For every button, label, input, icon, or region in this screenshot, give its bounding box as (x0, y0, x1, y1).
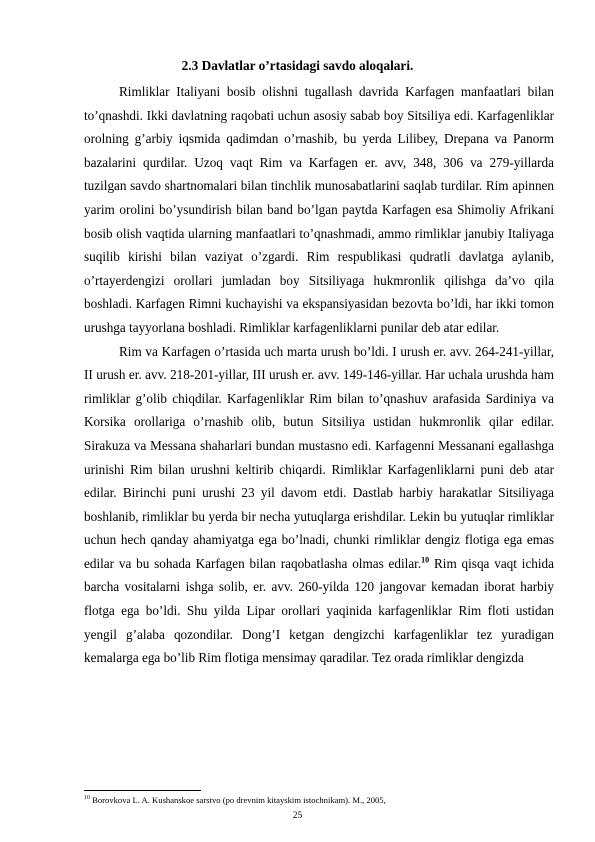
footnote-reference[interactable]: 10 (421, 555, 430, 565)
paragraph-2 (84, 340, 554, 670)
paragraph-2-continuation: Rim qisqa vaqt ichida barcha vositalarni ishga solib, er. avv. 260-yilda 120 jangovar kemadan iborat harbiy flotga ega bo’ldi. Shu yilda Lipar orollari yaqinida karfagenliklar Rim floti ustidan yengil g’alaba qozondilar. Dong’I ketgan dengizchi karfagenliklar tez yuradigan kemalarga ega bo’lib Rim flotiga mensimay qaradilar. Tez orada rimliklar dengizda (84, 555, 554, 666)
paragraph-2-text: Rim va Karfagen o’rtasida uch marta urush bo’ldi. I urush er. avv. 264-241-yillar, II urush er. avv. 218-201-yillar, III urush er. avv. 149-146-yillar. Har uchala urushda ham rimliklar g’olib chiqdilar. Karfagenliklar Rim bilan to’qnashuv arafasida Sardiniya va Korsika orollariga o’rnashib olib, butun Sitsiliya ustidan hukmronlik qilar edilar. Sirakuza va Messana shaharlari bundan mustasno edi. Karfagenni Messanani egallashga urinishi Rim bilan urushni keltirib chiqardi. Rimliklar Karfagenliklarni puni deb atar edilar. Birinchi puni urushi 23 yil davom etdi. Dastlab harbiy harakatlar Sitsiliyaga boshlanib, rimliklar bu yerda bir necha yutuqlarga erishdilar. Lekin bu yutuqlar rimliklar uchun hech qanday ahamiyatga ega bo’lnadi, chunki rimliklar dengiz flotiga ega emas edilar va bu sohada Karfagen bilan raqobatlasha olmas edilar. (84, 343, 554, 571)
footnote-separator (84, 790, 201, 791)
body-text (84, 80, 554, 670)
section-title: 2.3 Davlatlar o’rtasidagi savdo aloqalari. (181, 58, 414, 73)
page-number: 25 (292, 811, 303, 821)
footnote-number: 10 (84, 795, 90, 802)
footnote (84, 795, 554, 806)
paragraph-1: Rimliklar Italiyani bosib olishni tugallash davrida Karfagen manfaatlari bilan to’qnashdi. Ikki davlatning raqobati uchun asosiy sabab boy Sitsiliya edi. Karfagenliklar orolning g’arbiy iqsmida qadimdan o’rnashib, bu yerda Lilibey, Drepana va Panorm bazalarini qurdilar. Uzoq vaqt Rim va Karfagen er. avv, 348, 306 va 279-yillarda tuzilgan savdo shartnomalari bilan tinchlik munosabatlarini saqlab turdilar. Rim apinnen yarim orolini bo’ysundirish bilan band bo’lgan paytda Karfagen esa Shimoliy Afrikani bosib olish vaqtida ularning manfaatlari to’qnashmadi, ammo rimliklar janubiy Italiyaga suqilib kirishi bilan vaziyat o’zgardi. Rim respublikasi qudratli davlatga aylanib, o’rtayerdengizi orollari jumladan boy Sitsiliyaga hukmronlik qilishga da’vo qila boshladi. Karfagen Rimni kuchayishi va ekspansiyasidan bezovta bo’ldi, har ikki tomon urushga tayyorlana boshladi. Rimliklar karfagenliklarni punilar deb atar edilar. (84, 84, 554, 335)
footnote-text: Borovkova L. A. Kushanskoe sarstvo (po drevnim kitayskim istochnikam). M., 2005, (90, 795, 386, 805)
